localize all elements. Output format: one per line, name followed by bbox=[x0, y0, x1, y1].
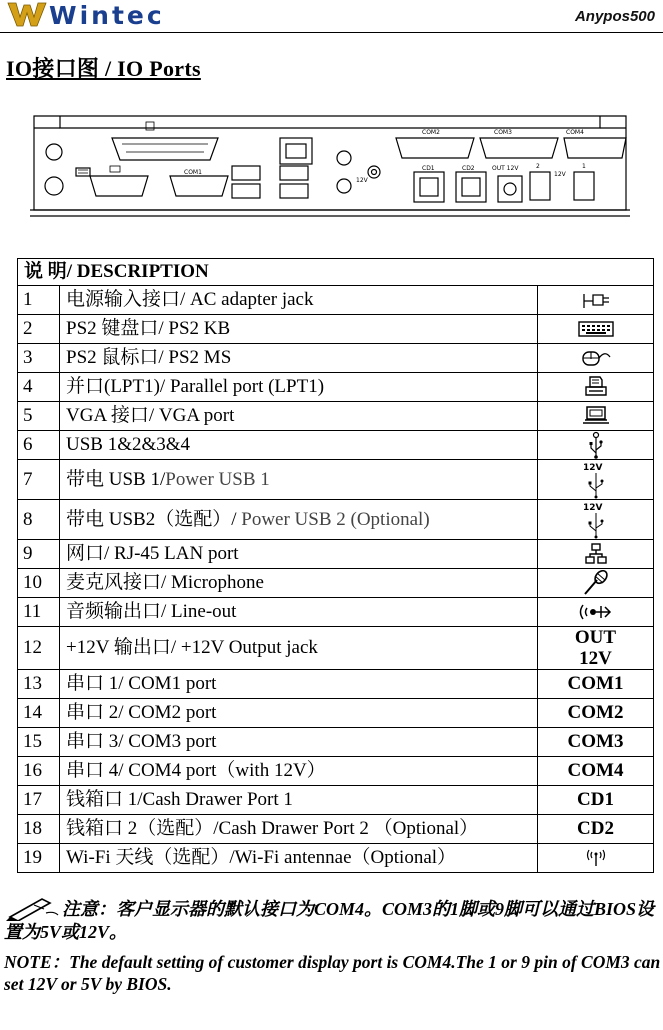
row-description: 串口 3/ COM3 port bbox=[60, 728, 538, 757]
row-number: 14 bbox=[18, 699, 60, 728]
table-row bbox=[18, 598, 654, 627]
panel-label-out12v: OUT 12V bbox=[492, 165, 519, 172]
row-description: 钱箱口 1/Cash Drawer Port 1 bbox=[60, 786, 538, 815]
printer-icon bbox=[538, 373, 654, 402]
panel-label-com4: COM4 bbox=[566, 129, 584, 136]
description-chinese: 带电 USB2（选配）/ bbox=[66, 508, 242, 530]
table-row bbox=[18, 373, 654, 402]
row-number: 7 bbox=[18, 460, 60, 500]
page-title: IO接口图 / IO Ports bbox=[6, 56, 201, 81]
row-number: 1 bbox=[18, 286, 60, 315]
row-number: 10 bbox=[18, 569, 60, 598]
table-row bbox=[18, 402, 654, 431]
row-number: 5 bbox=[18, 402, 60, 431]
svg-text:12V: 12V bbox=[582, 502, 602, 513]
row-number: 16 bbox=[18, 757, 60, 786]
panel-label-usb1: 1 bbox=[582, 163, 586, 170]
row-number: 12 bbox=[18, 627, 60, 670]
panel-label-cd2: CD2 bbox=[462, 165, 475, 172]
row-description: 串口 1/ COM1 port bbox=[60, 670, 538, 699]
microphone-icon bbox=[538, 569, 654, 598]
note-english: NOTE：The default setting of customer display port is COM4.The 1 or 9 pin of COM3 can set 12V or 5V by BIOS. bbox=[4, 952, 661, 994]
port-label: COM3 bbox=[538, 728, 654, 757]
table-row bbox=[18, 728, 654, 757]
row-description: 电源输入接口/ AC adapter jack bbox=[60, 286, 538, 315]
port-label: CD1 bbox=[538, 786, 654, 815]
table-row bbox=[18, 786, 654, 815]
note-block bbox=[4, 893, 661, 995]
row-number: 19 bbox=[18, 844, 60, 873]
table-row bbox=[18, 844, 654, 873]
row-number: 15 bbox=[18, 728, 60, 757]
description-english: Power USB 2 (Optional) bbox=[241, 508, 430, 530]
row-description bbox=[60, 460, 538, 500]
table-row bbox=[18, 569, 654, 598]
row-number: 17 bbox=[18, 786, 60, 815]
logo-wordmark: Wintec bbox=[49, 1, 165, 27]
usb-icon bbox=[538, 431, 654, 460]
table-row bbox=[18, 286, 654, 315]
row-description: 网口/ RJ-45 LAN port bbox=[60, 540, 538, 569]
table-row bbox=[18, 431, 654, 460]
row-description: 麦克风接口/ Microphone bbox=[60, 569, 538, 598]
port-label: COM1 bbox=[538, 670, 654, 699]
row-description: 音频输出口/ Line-out bbox=[60, 598, 538, 627]
table-row bbox=[18, 460, 654, 500]
power-usb-icon bbox=[538, 500, 654, 540]
mouse-icon bbox=[538, 344, 654, 373]
port-label: COM4 bbox=[538, 757, 654, 786]
row-description: VGA 接口/ VGA port bbox=[60, 402, 538, 431]
table-row bbox=[18, 315, 654, 344]
row-number: 18 bbox=[18, 815, 60, 844]
page-header bbox=[0, 0, 663, 33]
table-row bbox=[18, 670, 654, 699]
panel-label-12v-b: 12V bbox=[554, 171, 566, 178]
table-header-row bbox=[18, 259, 654, 286]
panel-label-cd1: CD1 bbox=[422, 165, 435, 172]
row-description: 钱箱口 2（选配）/Cash Drawer Port 2 （Optional） bbox=[60, 815, 538, 844]
row-description: 并口(LPT1)/ Parallel port (LPT1) bbox=[60, 373, 538, 402]
row-number: 6 bbox=[18, 431, 60, 460]
power-usb-icon bbox=[538, 460, 654, 500]
port-label: COM2 bbox=[538, 699, 654, 728]
description-english: Power USB 1 bbox=[165, 468, 270, 490]
io-panel-diagram bbox=[30, 110, 630, 222]
row-description: +12V 输出口/ +12V Output jack bbox=[60, 627, 538, 670]
row-number: 8 bbox=[18, 500, 60, 540]
row-number: 13 bbox=[18, 670, 60, 699]
row-number: 4 bbox=[18, 373, 60, 402]
description-table bbox=[17, 258, 654, 873]
description-chinese: 带电 USB 1/ bbox=[66, 468, 166, 490]
product-brand: Anypos500 bbox=[574, 8, 655, 25]
table-row bbox=[18, 699, 654, 728]
row-description: PS2 鼠标口/ PS2 MS bbox=[60, 344, 538, 373]
row-description: PS2 键盘口/ PS2 KB bbox=[60, 315, 538, 344]
panel-label-com1: COM1 bbox=[184, 169, 202, 176]
port-label: OUT 12V bbox=[538, 627, 654, 670]
row-number: 2 bbox=[18, 315, 60, 344]
row-description: 串口 2/ COM2 port bbox=[60, 699, 538, 728]
row-number: 3 bbox=[18, 344, 60, 373]
row-description bbox=[60, 500, 538, 540]
panel-label-12v-a: 12V bbox=[356, 177, 368, 184]
power-icon bbox=[538, 286, 654, 315]
pencil-icon bbox=[4, 893, 60, 921]
row-number: 9 bbox=[18, 540, 60, 569]
panel-label-usb2: 2 bbox=[536, 163, 540, 170]
table-row bbox=[18, 627, 654, 670]
table-row bbox=[18, 757, 654, 786]
row-description: Wi-Fi 天线（选配）/Wi-Fi antennae（Optional） bbox=[60, 844, 538, 873]
monitor-icon bbox=[538, 402, 654, 431]
table-header: 说 明/ DESCRIPTION bbox=[18, 259, 654, 286]
wifi-antenna-icon bbox=[538, 844, 654, 873]
table-row bbox=[18, 815, 654, 844]
port-label: CD2 bbox=[538, 815, 654, 844]
lan-icon bbox=[538, 540, 654, 569]
table-row bbox=[18, 344, 654, 373]
panel-label-com2: COM2 bbox=[422, 129, 440, 136]
wintec-logo bbox=[6, 1, 182, 27]
lineout-icon bbox=[538, 598, 654, 627]
row-number: 11 bbox=[18, 598, 60, 627]
panel-label-com3: COM3 bbox=[494, 129, 512, 136]
table-row bbox=[18, 540, 654, 569]
row-description: USB 1&2&3&4 bbox=[60, 431, 538, 460]
note-chinese: 注意：客户显示器的默认接口为COM4。COM3的1脚或9脚可以通过BIOS设置为5V或12V。 bbox=[4, 899, 655, 942]
keyboard-icon bbox=[538, 315, 654, 344]
svg-text:12V: 12V bbox=[582, 462, 602, 473]
table-row bbox=[18, 500, 654, 540]
row-description: 串口 4/ COM4 port（with 12V） bbox=[60, 757, 538, 786]
